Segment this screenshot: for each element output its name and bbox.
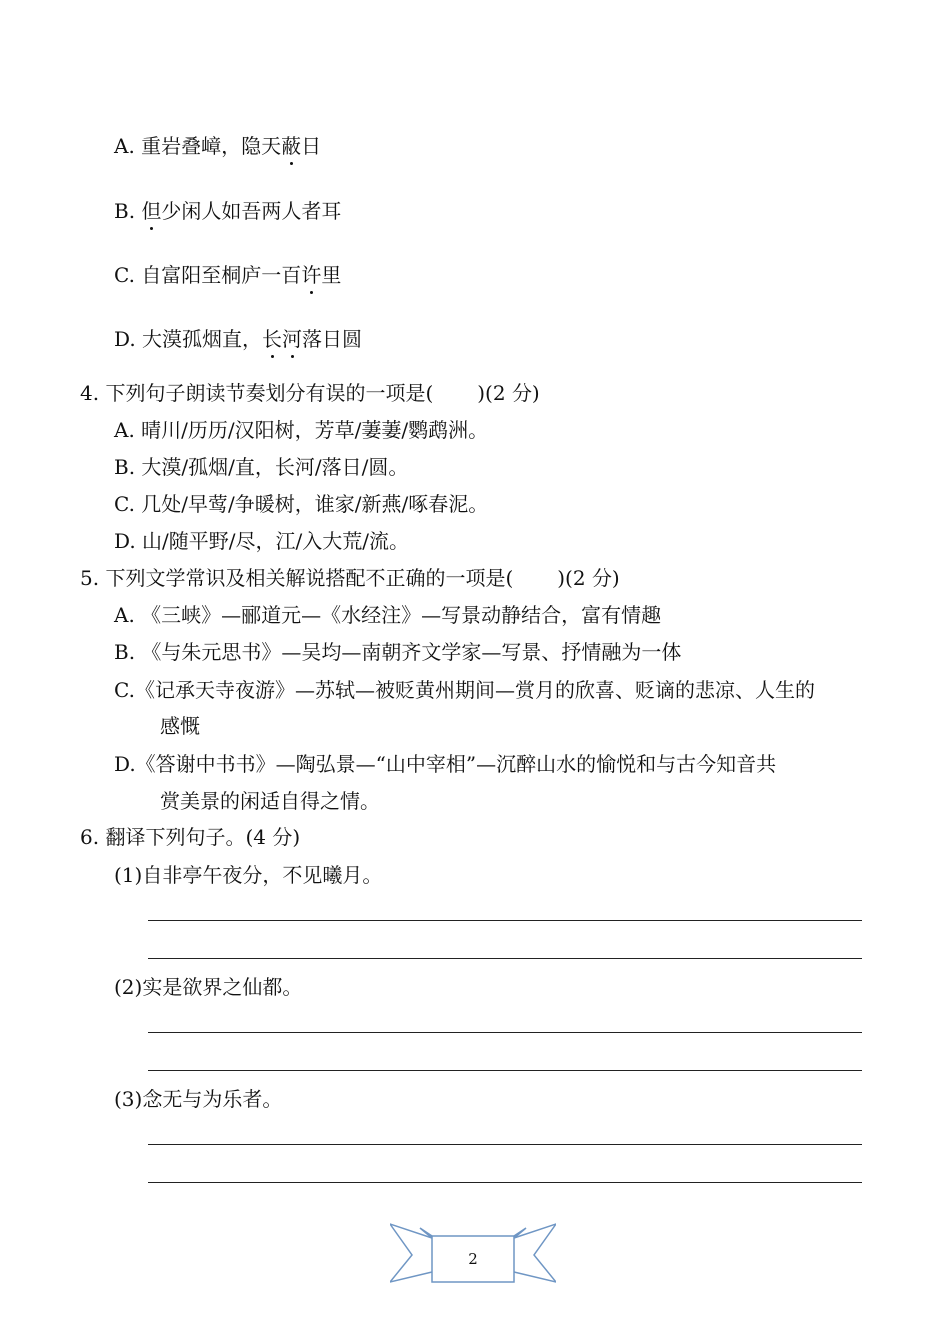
emphasis-dot-char: 许 <box>301 263 322 287</box>
emphasis-dot-char: 蔽 <box>281 134 302 158</box>
q5-option-b: B. 《与朱元思书》—吴均—南朝齐文学家—写景、抒情融为一体 <box>114 640 682 664</box>
q3-option-a: A. 重岩叠嶂，隐天蔽日 <box>114 134 322 158</box>
q4-option-b: B. 大漠/孤烟/直，长河/落日/圆。 <box>114 455 409 479</box>
q3-option-b: B. 但少闲人如吾两人者耳 <box>114 199 342 223</box>
q6-item-2: (2)实是欲界之仙都。 <box>114 975 303 999</box>
q4-option-a: A. 晴川/历历/汉阳树，芳草/萋萋/鹦鹉洲。 <box>114 418 489 442</box>
q5-option-a: A. 《三峡》—郦道元—《水经注》—写景动静结合，富有情趣 <box>114 603 662 627</box>
answer-line[interactable] <box>148 1182 862 1183</box>
q4-option-d: D. 山/随平野/尽，江/入大荒/流。 <box>114 529 409 553</box>
q5-option-c-continued: 感慨 <box>160 714 200 738</box>
q6-item-3: (3)念无与为乐者。 <box>114 1087 283 1111</box>
page-number: 2 <box>468 1250 478 1268</box>
answer-line[interactable] <box>148 1070 862 1071</box>
q3-option-d: D. 大漠孤烟直，长河落日圆 <box>114 327 363 351</box>
q5-option-c: C.《记承天寺夜游》—苏轼—被贬黄州期间—赏月的欣喜、贬谪的悲凉、人生的 <box>114 678 815 702</box>
answer-line[interactable] <box>148 1144 862 1145</box>
emphasis-dot-char: 长 <box>262 327 283 351</box>
emphasis-dot-char: 但 <box>141 199 162 223</box>
q4-option-c: C. 几处/早莺/争暖树，谁家/新燕/啄春泥。 <box>114 492 489 516</box>
q5-stem: 5. 下列文学常识及相关解说搭配不正确的一项是( )(2 分) <box>80 566 620 590</box>
q5-option-d: D.《答谢中书书》—陶弘景—“山中宰相”—沉醉山水的愉悦和与古今知音共 <box>114 752 777 776</box>
answer-line[interactable] <box>148 1032 862 1033</box>
emphasis-dot-char: 河 <box>282 327 303 351</box>
q5-option-d-continued: 赏美景的闲适自得之情。 <box>160 789 380 813</box>
answer-line[interactable] <box>148 958 862 959</box>
q6-item-1: (1)自非亭午夜分，不见曦月。 <box>114 863 383 887</box>
q6-stem: 6. 翻译下列句子。(4 分) <box>80 825 301 849</box>
answer-line[interactable] <box>148 920 862 921</box>
q3-option-c: C. 自富阳至桐庐一百许里 <box>114 263 342 287</box>
q4-stem: 4. 下列句子朗读节奏划分有误的一项是( )(2 分) <box>80 381 540 405</box>
